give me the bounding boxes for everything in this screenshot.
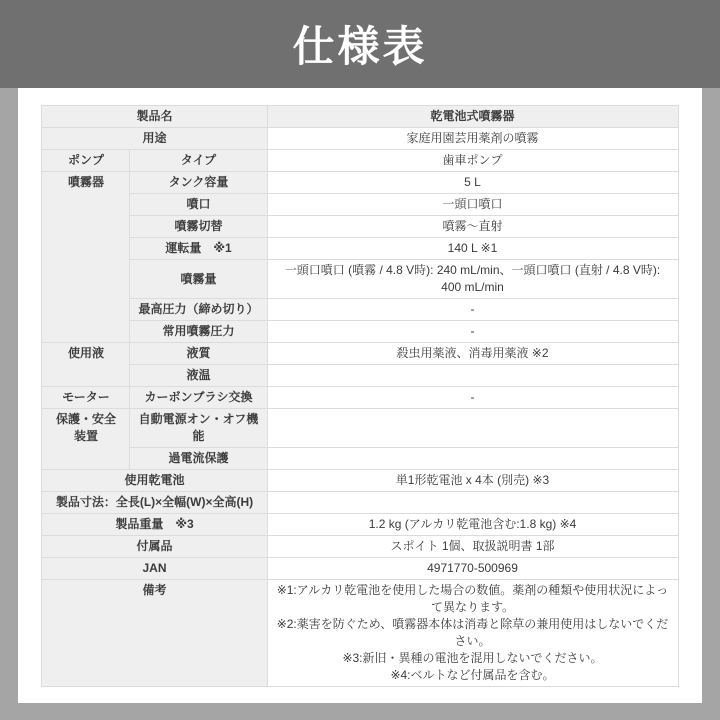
spec-label: 備考 [42, 580, 267, 687]
spec-label: 液質 [130, 343, 267, 365]
spec-label: JAN [42, 558, 267, 580]
spec-group-label: ポンプ [42, 150, 130, 172]
spec-value [267, 409, 678, 448]
spec-value [267, 365, 678, 387]
spec-value: 4971770-500969 [267, 558, 678, 580]
spec-value: 一頭口噴口 [267, 194, 678, 216]
spec-row-operating-volume [42, 238, 678, 260]
spec-row-batteries [42, 470, 678, 492]
title-banner [0, 0, 720, 88]
spec-row-use [42, 128, 678, 150]
spec-value: 殺虫用薬液、消毒用薬液 ※2 [267, 343, 678, 365]
spec-row-tank-capacity [42, 172, 678, 194]
spec-group-label: 保護・安全装置 [42, 409, 130, 470]
spec-value: 一頭口噴口 (噴霧 / 4.8 V時): 240 mL/min、一頭口噴口 (直射 / 4.8 V時): 400 mL/min [267, 260, 678, 299]
spec-row-carbon-brush [42, 387, 678, 409]
page-title: 仕様表 [292, 23, 428, 70]
spec-label: タンク容量 [130, 172, 267, 194]
remark-line-3: ※3:新旧・異種の電池を混用しないでください。 [342, 651, 603, 665]
spec-row-weight [42, 514, 678, 536]
spec-label: 過電流保護 [130, 448, 267, 470]
spec-value [267, 492, 678, 514]
spec-label: 噴口 [130, 194, 267, 216]
spec-value: 乾電池式噴霧器 [267, 106, 678, 128]
spec-row-max-pressure [42, 299, 678, 321]
spec-label: 噴霧量 [130, 260, 267, 299]
spec-label: 用途 [42, 128, 267, 150]
spec-row-dimensions [42, 492, 678, 514]
spec-value: - [267, 387, 678, 409]
spec-value: 単1形乾電池 x 4本 (別売) ※3 [267, 470, 678, 492]
spec-label: 噴霧切替 [130, 216, 267, 238]
spec-value: 1.2 kg (アルカリ乾電池含む:1.8 kg) ※4 [267, 514, 678, 536]
spec-row-spray-amount [42, 260, 678, 299]
spec-group-label: 使用液 [42, 343, 130, 387]
spec-row-auto-power [42, 409, 678, 448]
spec-row-jan [42, 558, 678, 580]
spec-value: - [267, 299, 678, 321]
spec-group-label: 噴霧器 [42, 172, 130, 343]
spec-value: 家庭用園芸用薬剤の噴霧 [267, 128, 678, 150]
spec-value: - [267, 321, 678, 343]
spec-label: 液温 [130, 365, 267, 387]
spec-label: 常用噴霧圧力 [130, 321, 267, 343]
spec-value [267, 580, 678, 687]
spec-value [267, 448, 678, 470]
spec-row-accessories [42, 536, 678, 558]
spec-row-pump-type [42, 150, 678, 172]
spec-label: 製品重量 ※3 [42, 514, 267, 536]
spec-table [41, 105, 678, 687]
spec-label: 製品名 [42, 106, 267, 128]
spec-row-spray-switch [42, 216, 678, 238]
spec-row-overcurrent [42, 448, 678, 470]
spec-value: 噴霧～直射 [267, 216, 678, 238]
spec-row-liquid-type [42, 343, 678, 365]
spec-label: 自動電源オン・オフ機能 [130, 409, 267, 448]
spec-value: スポイト 1個、取扱説明書 1部 [267, 536, 678, 558]
spec-row-remarks [42, 580, 678, 687]
spec-row-liquid-temp [42, 365, 678, 387]
spec-label: 付属品 [42, 536, 267, 558]
spec-label: 運転量 ※1 [130, 238, 267, 260]
spec-value: 5 L [267, 172, 678, 194]
spec-label: 最高圧力（締め切り） [130, 299, 267, 321]
spec-label: 製品寸法：全長(L)×全幅(W)×全高(H) [42, 492, 267, 514]
remark-line-4: ※4:ベルトなど付属品を含む。 [390, 668, 555, 682]
spec-card [18, 88, 702, 703]
spec-group-label: モーター [42, 387, 130, 409]
spec-label: カーボンブラシ交換 [130, 387, 267, 409]
spec-row-normal-pressure [42, 321, 678, 343]
spec-label: タイプ [130, 150, 267, 172]
remark-line-2: ※2:薬害を防ぐため、噴霧器本体は消毒と除草の兼用使用はしないでください。 [276, 617, 669, 648]
spec-row-nozzle [42, 194, 678, 216]
spec-row-product-name [42, 106, 678, 128]
remark-line-1: ※1:アルカリ乾電池を使用した場合の数値。薬剤の種類や使用状況によって異なります。 [276, 583, 669, 614]
spec-value: 歯車ポンプ [267, 150, 678, 172]
spec-value: 140 L ※1 [267, 238, 678, 260]
spec-label: 使用乾電池 [42, 470, 267, 492]
